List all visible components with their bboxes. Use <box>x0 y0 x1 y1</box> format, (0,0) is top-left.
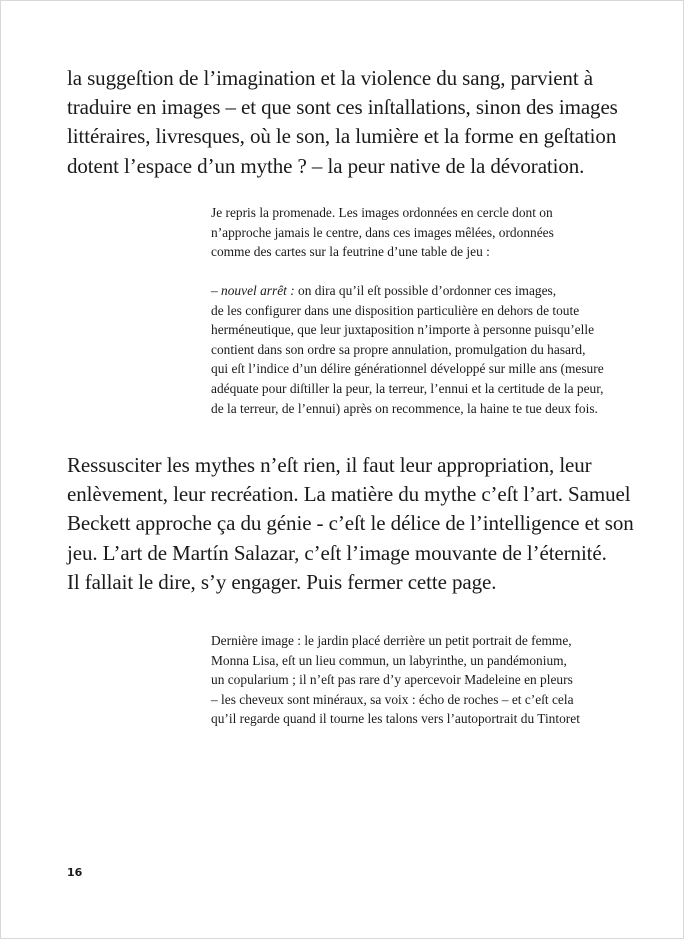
main-paragraph <box>67 451 637 597</box>
text-line: de les configurer dans une disposition particulière en dehors de toute <box>211 302 580 318</box>
text-line: enlèvement, leur recréation. La matière du mythe c’eſt l’art. Samuel <box>67 482 631 507</box>
aside-paragraph-derniere-image <box>211 631 631 729</box>
intro-paragraph <box>67 64 637 181</box>
aside-paragraph-promenade <box>211 203 631 262</box>
text-line: Je repris la promenade. Les images ordonnées en cercle dont on <box>211 205 553 220</box>
text-line: Beckett approche ça du génie - c’eſt le délice de l’intelligence et son <box>67 511 634 536</box>
text-line: n’approche jamais le centre, dans ces images mêlées, ordonnées <box>211 224 554 240</box>
text-line: traduire en images – et que sont ces inſtallations, sinon des images <box>67 95 618 120</box>
text-line: qu’il regarde quand il tourne les talons vers l’autoportrait du Tintoret <box>211 711 580 727</box>
text-line: – les cheveux sont minéraux, sa voix : écho de roches – et c’eſt cela <box>211 691 574 707</box>
italic-lead: – nouvel arrêt : <box>211 283 295 298</box>
text-line: Monna Lisa, eſt un lieu commun, un labyrinthe, un pandémonium, <box>211 652 567 668</box>
text-line: de la terreur, de l’ennui) après on recommence, la haine te tue deux fois. <box>211 400 598 416</box>
text-line: qui eſt l’indice d’un délire générationnel développé sur mille ans (mesure <box>211 361 604 377</box>
text-line: contient dans son ordre sa propre annulation, promulgation du hasard, <box>211 341 586 357</box>
text-line: comme des cartes sur la feutrine d’une table de jeu : <box>211 244 490 260</box>
text-line: herméneutique, que leur juxtaposition n’importe à personne puisqu’elle <box>211 322 595 338</box>
text-line: la suggeſtion de l’imagination et la violence du sang, parvient à <box>67 66 593 90</box>
text-line: littéraires, livresques, où le son, la lumière et la forme en geſtation <box>67 124 617 149</box>
page-number: 16 <box>67 866 83 879</box>
text-line: Dernière image : le jardin placé derrière un petit portrait de femme, <box>211 633 572 648</box>
text-line: adéquate pour diſtiller la peur, la terreur, l’ennui et la certitude de la peur, <box>211 380 604 396</box>
text-fragment: on dira qu’il eſt possible d’ordonner ces images, <box>294 283 557 298</box>
aside-paragraph-nouvel-arret <box>211 281 631 418</box>
text-line: Ressusciter les mythes n’eſt rien, il faut leur appropriation, leur <box>67 453 592 477</box>
text-line <box>211 281 631 301</box>
text-line: dotent l’espace d’un mythe ? – la peur native de la dévoration. <box>67 153 585 178</box>
text-line: un copularium ; il n’eſt pas rare d’y apercevoir Madeleine en pleurs <box>211 672 573 688</box>
text-line: Il fallait le dire, s’y engager. Puis fermer cette page. <box>67 569 497 594</box>
text-line: jeu. L’art de Martín Salazar, c’eſt l’image mouvante de l’éternité. <box>67 540 607 565</box>
